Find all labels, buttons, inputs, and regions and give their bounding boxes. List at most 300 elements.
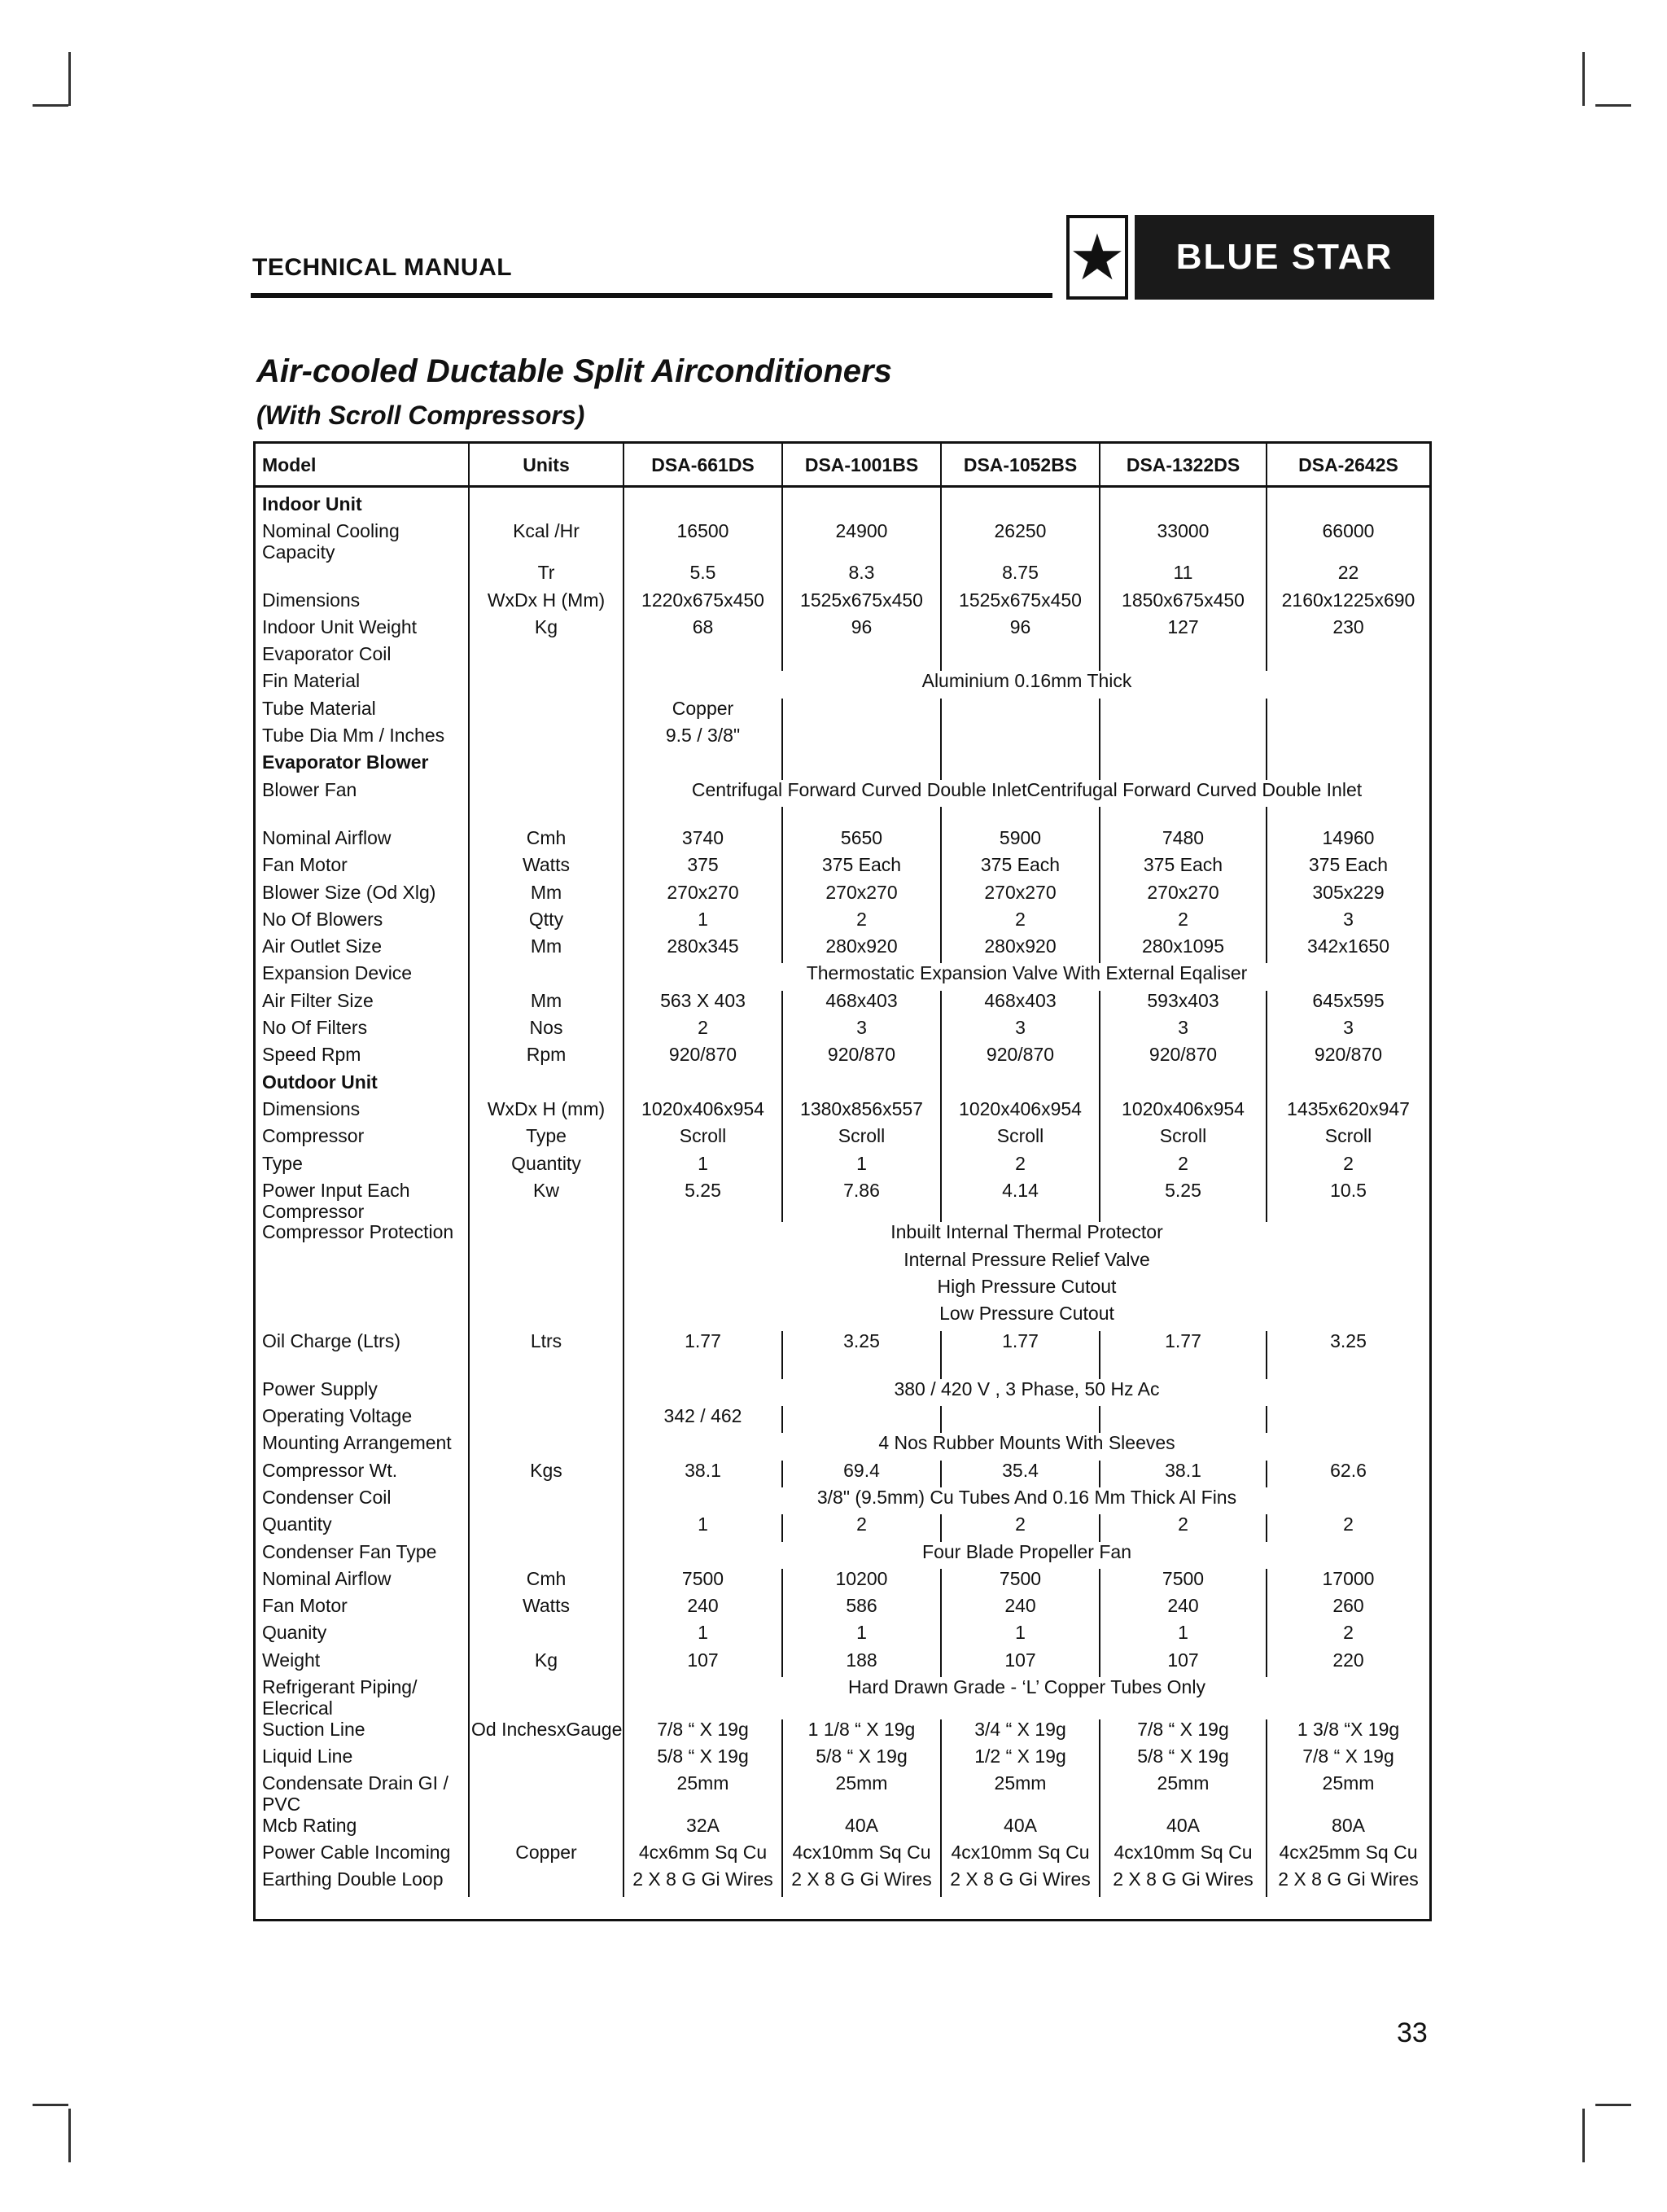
row-units: Ltrs — [469, 1331, 623, 1358]
row-units — [469, 1303, 623, 1330]
table-cell: 563 X 403 — [623, 991, 782, 1018]
table-cell: 2160x1225x690 — [1267, 590, 1429, 617]
table-cell — [941, 1072, 1100, 1099]
row-units — [469, 1746, 623, 1773]
table-row — [256, 883, 1429, 909]
table-cell: 1 — [623, 909, 782, 936]
table-cell: 5/8 “ X 19g — [1100, 1746, 1267, 1773]
row-label: Operating Voltage — [262, 1405, 413, 1427]
row-units: Kg — [469, 1650, 623, 1677]
table-cell: 1020x406x954 — [623, 1099, 782, 1126]
row-label — [256, 1277, 469, 1303]
column-header: DSA-2642S — [1267, 444, 1429, 486]
row-units: Qtty — [469, 909, 623, 936]
table-cell: 5.25 — [1100, 1180, 1267, 1223]
table-row — [256, 752, 1429, 779]
row-units — [469, 1869, 623, 1896]
spanning-cell: 3/8" (9.5mm) Cu Tubes And 0.16 Mm Thick Al Fins — [623, 1487, 1429, 1514]
table-cell: 1380x856x557 — [782, 1099, 941, 1126]
table-cell: 24900 — [782, 521, 941, 563]
table-cell: 107 — [623, 1650, 782, 1677]
table-cell: 7500 — [941, 1569, 1100, 1596]
row-units: WxDx H (Mm) — [469, 590, 623, 617]
row-label: Tube Material — [262, 697, 376, 719]
table-cell — [623, 1358, 782, 1379]
table-header-row — [256, 444, 1429, 486]
row-label: Evaporator Blower — [262, 751, 429, 773]
spanning-cell: 4 Nos Rubber Mounts With Sleeves — [623, 1433, 1429, 1460]
table-row — [256, 1126, 1429, 1153]
table-cell: Copper — [623, 699, 782, 725]
table-cell: 9.5 / 3/8" — [623, 725, 782, 752]
brand-name: BLUE STAR — [1135, 215, 1434, 300]
table-row — [256, 1514, 1429, 1541]
table-row — [256, 1331, 1429, 1358]
row-units: Kg — [469, 617, 623, 644]
row-label: Indoor Unit — [262, 493, 362, 515]
table-cell: 66000 — [1267, 521, 1429, 563]
table-cell: 3.25 — [782, 1331, 941, 1358]
table-row — [256, 590, 1429, 617]
row-units — [469, 1250, 623, 1277]
row-units — [469, 780, 623, 807]
table-cell — [1100, 486, 1267, 521]
table-cell: Scroll — [782, 1126, 941, 1153]
column-header: Model — [256, 444, 469, 486]
table-cell — [941, 644, 1100, 671]
row-units — [469, 1433, 623, 1460]
row-label: Condenser Fan Type — [262, 1540, 437, 1562]
row-units — [469, 1222, 623, 1249]
table-cell: 920/870 — [623, 1045, 782, 1071]
document-subtitle: (With Scroll Compressors) — [256, 401, 585, 430]
table-cell: Scroll — [941, 1126, 1100, 1153]
table-cell: 7480 — [1100, 828, 1267, 855]
table-cell: 1020x406x954 — [1100, 1099, 1267, 1126]
table-cell — [1267, 752, 1429, 779]
table-row — [256, 1542, 1429, 1569]
table-cell — [1100, 807, 1267, 828]
table-cell — [1100, 1072, 1267, 1099]
table-cell — [782, 1072, 941, 1099]
row-label: Compressor — [262, 1125, 365, 1147]
table-cell: 375 — [623, 855, 782, 882]
brand-logo-box — [1066, 215, 1128, 300]
table-row — [256, 1154, 1429, 1180]
table-cell: Scroll — [623, 1126, 782, 1153]
table-cell: 127 — [1100, 617, 1267, 644]
table-cell: 40A — [941, 1816, 1100, 1842]
table-cell — [782, 1406, 941, 1433]
table-cell: 2 — [1267, 1514, 1429, 1541]
spanning-cell: Low Pressure Cutout — [623, 1303, 1429, 1330]
row-units — [469, 807, 623, 828]
table-row — [256, 1816, 1429, 1842]
table-cell: 7/8 “ X 19g — [623, 1719, 782, 1746]
table-cell: 40A — [1100, 1816, 1267, 1842]
row-units — [469, 1487, 623, 1514]
row-units — [469, 1677, 623, 1719]
row-label: Compressor Wt. — [262, 1459, 398, 1481]
table-cell: 342 / 462 — [623, 1406, 782, 1433]
table-cell: 593x403 — [1100, 991, 1267, 1018]
row-label: Nominal Airflow — [262, 1567, 392, 1589]
row-label: Nominal Cooling Capacity — [262, 519, 400, 563]
table-cell — [1267, 1358, 1429, 1379]
row-label: Power Cable Incoming — [262, 1841, 451, 1863]
table-cell: 586 — [782, 1596, 941, 1623]
table-cell: 4.14 — [941, 1180, 1100, 1223]
table-cell: 3.25 — [1267, 1331, 1429, 1358]
row-units: WxDx H (mm) — [469, 1099, 623, 1126]
spanning-cell: Four Blade Propeller Fan — [623, 1542, 1429, 1569]
table-cell: 920/870 — [782, 1045, 941, 1071]
row-label: Blower Size (Od Xlg) — [262, 881, 436, 903]
table-cell: 3 — [782, 1018, 941, 1045]
table-cell — [1100, 725, 1267, 752]
column-header: DSA-1322DS — [1100, 444, 1267, 486]
table-row — [256, 1045, 1429, 1071]
row-label — [256, 563, 469, 589]
table-cell: 468x403 — [941, 991, 1100, 1018]
column-header: Units — [469, 444, 623, 486]
spanning-cell: Internal Pressure Relief Valve — [623, 1250, 1429, 1277]
table-cell: 16500 — [623, 521, 782, 563]
table-cell: 7/8 “ X 19g — [1267, 1746, 1429, 1773]
table-cell — [782, 1358, 941, 1379]
table-row — [256, 936, 1429, 963]
table-cell: 107 — [941, 1650, 1100, 1677]
document-title: Air-cooled Ductable Split Airconditioners — [256, 353, 892, 389]
row-label: No Of Filters — [262, 1017, 368, 1039]
table-cell: 1 1/8 “ X 19g — [782, 1719, 941, 1746]
table-cell: 8.75 — [941, 563, 1100, 589]
row-label: Fan Motor — [262, 854, 348, 876]
row-label: Condensate Drain GI / PVC — [262, 1772, 448, 1815]
row-units: Mm — [469, 936, 623, 963]
table-cell: 1 — [782, 1623, 941, 1649]
row-label: Oil Charge (Ltrs) — [262, 1329, 400, 1351]
table-cell — [1267, 486, 1429, 521]
row-label: Mcb Rating — [262, 1814, 357, 1836]
row-units: Watts — [469, 855, 623, 882]
table-cell: 270x270 — [941, 883, 1100, 909]
table-cell: 40A — [782, 1816, 941, 1842]
table-cell: 270x270 — [782, 883, 941, 909]
row-label: Weight — [262, 1649, 321, 1671]
row-units — [469, 1514, 623, 1541]
table-row — [256, 521, 1429, 563]
table-cell: 375 Each — [782, 855, 941, 882]
row-units — [469, 644, 623, 671]
table-cell: 5/8 “ X 19g — [623, 1746, 782, 1773]
row-units: Od InchesxGauge — [469, 1719, 623, 1746]
table-row — [256, 563, 1429, 589]
table-row — [256, 1842, 1429, 1869]
table-cell: 2 — [1100, 1514, 1267, 1541]
row-units — [469, 1623, 623, 1649]
table-row — [256, 1358, 1429, 1379]
table-cell: 68 — [623, 617, 782, 644]
row-units — [469, 725, 623, 752]
table-cell: 25mm — [1267, 1773, 1429, 1816]
table-row — [256, 780, 1429, 807]
table-cell: 260 — [1267, 1596, 1429, 1623]
table-cell: 2 — [1267, 1623, 1429, 1649]
table-row — [256, 1487, 1429, 1514]
table-cell — [623, 752, 782, 779]
table-cell: 96 — [941, 617, 1100, 644]
table-cell: 3740 — [623, 828, 782, 855]
row-label: Power Supply — [262, 1378, 378, 1399]
column-header: DSA-1001BS — [782, 444, 941, 486]
table-cell: 5.25 — [623, 1180, 782, 1223]
table-row — [256, 855, 1429, 882]
table-cell — [941, 807, 1100, 828]
table-cell — [1100, 1358, 1267, 1379]
table-row — [256, 991, 1429, 1018]
table-cell: 1 — [941, 1623, 1100, 1649]
table-cell: 4cx10mm Sq Cu — [1100, 1842, 1267, 1869]
row-label: Compressor Protection — [262, 1221, 454, 1243]
row-label — [256, 807, 469, 828]
table-cell: 1435x620x947 — [1267, 1099, 1429, 1126]
table-cell: 3 — [941, 1018, 1100, 1045]
row-label — [256, 1303, 469, 1330]
table-cell: 4cx25mm Sq Cu — [1267, 1842, 1429, 1869]
table-cell: 69.4 — [782, 1461, 941, 1487]
table-cell: 2 — [941, 1154, 1100, 1180]
row-label: Air Outlet Size — [262, 935, 382, 957]
table-row — [256, 1596, 1429, 1623]
table-cell: 4cx10mm Sq Cu — [941, 1842, 1100, 1869]
table-cell: 4cx6mm Sq Cu — [623, 1842, 782, 1869]
table-cell: 11 — [1100, 563, 1267, 589]
row-units: Mm — [469, 883, 623, 909]
row-units — [469, 963, 623, 990]
table-row — [256, 1773, 1429, 1816]
spanning-cell: Aluminium 0.16mm Thick — [623, 671, 1429, 698]
table-cell: 1 3/8 “X 19g — [1267, 1719, 1429, 1746]
row-units: Kgs — [469, 1461, 623, 1487]
spanning-cell: 380 / 420 V , 3 Phase, 50 Hz Ac — [623, 1379, 1429, 1406]
table-cell — [782, 644, 941, 671]
row-units: Nos — [469, 1018, 623, 1045]
table-cell: 240 — [1100, 1596, 1267, 1623]
table-cell — [1267, 1406, 1429, 1433]
table-cell — [782, 752, 941, 779]
column-header: DSA-1052BS — [941, 444, 1100, 486]
table-cell: 2 — [1100, 909, 1267, 936]
table-cell — [1267, 807, 1429, 828]
table-row — [256, 1072, 1429, 1099]
table-cell: 305x229 — [1267, 883, 1429, 909]
table-cell: 5900 — [941, 828, 1100, 855]
table-cell: 220 — [1267, 1650, 1429, 1677]
row-label: Tube Dia Mm / Inches — [262, 725, 445, 747]
row-label: Type — [262, 1152, 303, 1174]
star-icon: ★ — [1069, 221, 1126, 293]
spec-table-body — [256, 486, 1429, 1897]
table-row — [256, 1869, 1429, 1896]
row-units: Kw — [469, 1180, 623, 1223]
table-cell: 10.5 — [1267, 1180, 1429, 1223]
table-row — [256, 1433, 1429, 1460]
row-units: Watts — [469, 1596, 623, 1623]
row-label: Fin Material — [262, 670, 361, 692]
column-header: DSA-661DS — [623, 444, 782, 486]
table-cell — [1100, 752, 1267, 779]
row-label — [256, 1250, 469, 1277]
table-cell: 1525x675x450 — [941, 590, 1100, 617]
table-cell: 2 X 8 G Gi Wires — [782, 1869, 941, 1896]
table-cell: 8.3 — [782, 563, 941, 589]
table-row — [256, 1303, 1429, 1330]
table-row — [256, 671, 1429, 698]
table-cell — [941, 1358, 1100, 1379]
row-units — [469, 1072, 623, 1099]
table-cell: 1.77 — [941, 1331, 1100, 1358]
table-cell: 2 — [782, 909, 941, 936]
table-row — [256, 1677, 1429, 1719]
table-cell: 33000 — [1100, 521, 1267, 563]
row-label: Suction Line — [262, 1718, 365, 1740]
row-units: Mm — [469, 991, 623, 1018]
table-cell: 920/870 — [1100, 1045, 1267, 1071]
table-cell: 25mm — [1100, 1773, 1267, 1816]
table-row — [256, 486, 1429, 521]
table-cell: 25mm — [782, 1773, 941, 1816]
row-label: Earthing Double Loop — [262, 1868, 444, 1890]
crop-mark — [1582, 2109, 1585, 2162]
table-row — [256, 1569, 1429, 1596]
table-cell: 1 — [623, 1623, 782, 1649]
row-label: Quanity — [262, 1622, 327, 1644]
table-cell: 920/870 — [941, 1045, 1100, 1071]
table-cell: 17000 — [1267, 1569, 1429, 1596]
spanning-cell: High Pressure Cutout — [623, 1277, 1429, 1303]
table-cell: 1.77 — [1100, 1331, 1267, 1358]
row-label: Mounting Arrangement — [262, 1432, 452, 1454]
row-label: Air Filter Size — [262, 989, 374, 1011]
row-label: Quantity — [262, 1513, 332, 1535]
table-cell: 1 — [623, 1154, 782, 1180]
table-cell: 1020x406x954 — [941, 1099, 1100, 1126]
table-cell — [941, 486, 1100, 521]
row-units — [469, 671, 623, 698]
table-cell: 280x345 — [623, 936, 782, 963]
row-label: Refrigerant Piping/ Elecrical — [262, 1676, 418, 1719]
row-units: Cmh — [469, 1569, 623, 1596]
row-units: Kcal /Hr — [469, 521, 623, 563]
table-row — [256, 725, 1429, 752]
row-units: Rpm — [469, 1045, 623, 1071]
row-units — [469, 1773, 623, 1816]
row-units — [469, 1379, 623, 1406]
table-cell: 1525x675x450 — [782, 590, 941, 617]
row-units — [469, 1358, 623, 1379]
table-cell: 375 Each — [941, 855, 1100, 882]
table-row — [256, 617, 1429, 644]
table-cell: 280x920 — [782, 936, 941, 963]
crop-mark — [1595, 104, 1631, 107]
table-cell: 1.77 — [623, 1331, 782, 1358]
table-cell: 468x403 — [782, 991, 941, 1018]
table-cell: 280x920 — [941, 936, 1100, 963]
table-cell: 62.6 — [1267, 1461, 1429, 1487]
table-cell: 7500 — [1100, 1569, 1267, 1596]
table-cell: 2 — [941, 909, 1100, 936]
row-label: Evaporator Coil — [262, 643, 392, 665]
table-cell — [782, 725, 941, 752]
table-row — [256, 963, 1429, 990]
row-label: Power Input Each Compressor — [262, 1179, 410, 1222]
table-row — [256, 1461, 1429, 1487]
table-cell: 22 — [1267, 563, 1429, 589]
row-units: Copper — [469, 1842, 623, 1869]
table-cell — [1267, 1072, 1429, 1099]
table-cell: 96 — [782, 617, 941, 644]
table-cell: 7/8 “ X 19g — [1100, 1719, 1267, 1746]
row-units: Type — [469, 1126, 623, 1153]
header-rule — [251, 293, 1052, 298]
table-cell: 7.86 — [782, 1180, 941, 1223]
table-cell — [941, 1406, 1100, 1433]
crop-mark — [33, 104, 68, 107]
row-label: Blower Fan — [262, 778, 357, 800]
table-cell: 38.1 — [623, 1461, 782, 1487]
table-cell — [1100, 1406, 1267, 1433]
table-cell: 25mm — [623, 1773, 782, 1816]
table-cell — [623, 1072, 782, 1099]
table-cell: 270x270 — [1100, 883, 1267, 909]
row-units: Tr — [469, 563, 623, 589]
table-cell: 230 — [1267, 617, 1429, 644]
table-row — [256, 1180, 1429, 1223]
table-cell — [623, 644, 782, 671]
row-label: Condenser Coil — [262, 1487, 392, 1508]
table-cell: 26250 — [941, 521, 1100, 563]
table-row — [256, 1719, 1429, 1746]
row-label: Fan Motor — [262, 1595, 348, 1617]
table-cell — [782, 486, 941, 521]
crop-mark — [1595, 2104, 1631, 2106]
page-number: 33 — [1397, 2017, 1428, 2048]
table-cell: 3 — [1100, 1018, 1267, 1045]
table-cell: 240 — [623, 1596, 782, 1623]
row-units — [469, 1816, 623, 1842]
table-row — [256, 1650, 1429, 1677]
row-label: Dimensions — [262, 589, 361, 611]
table-cell: 25mm — [941, 1773, 1100, 1816]
table-cell — [782, 699, 941, 725]
table-row — [256, 828, 1429, 855]
table-cell: 2 X 8 G Gi Wires — [941, 1869, 1100, 1896]
table-row — [256, 1250, 1429, 1277]
row-units — [469, 752, 623, 779]
table-row — [256, 807, 1429, 828]
table-cell — [941, 725, 1100, 752]
table-cell: 920/870 — [1267, 1045, 1429, 1071]
table-cell: 2 — [1100, 1154, 1267, 1180]
table-cell: 645x595 — [1267, 991, 1429, 1018]
table-cell: 375 Each — [1100, 855, 1267, 882]
table-row — [256, 1379, 1429, 1406]
table-cell: 2 — [623, 1018, 782, 1045]
row-units — [469, 699, 623, 725]
table-cell: 2 X 8 G Gi Wires — [1267, 1869, 1429, 1896]
table-cell: 2 — [782, 1514, 941, 1541]
